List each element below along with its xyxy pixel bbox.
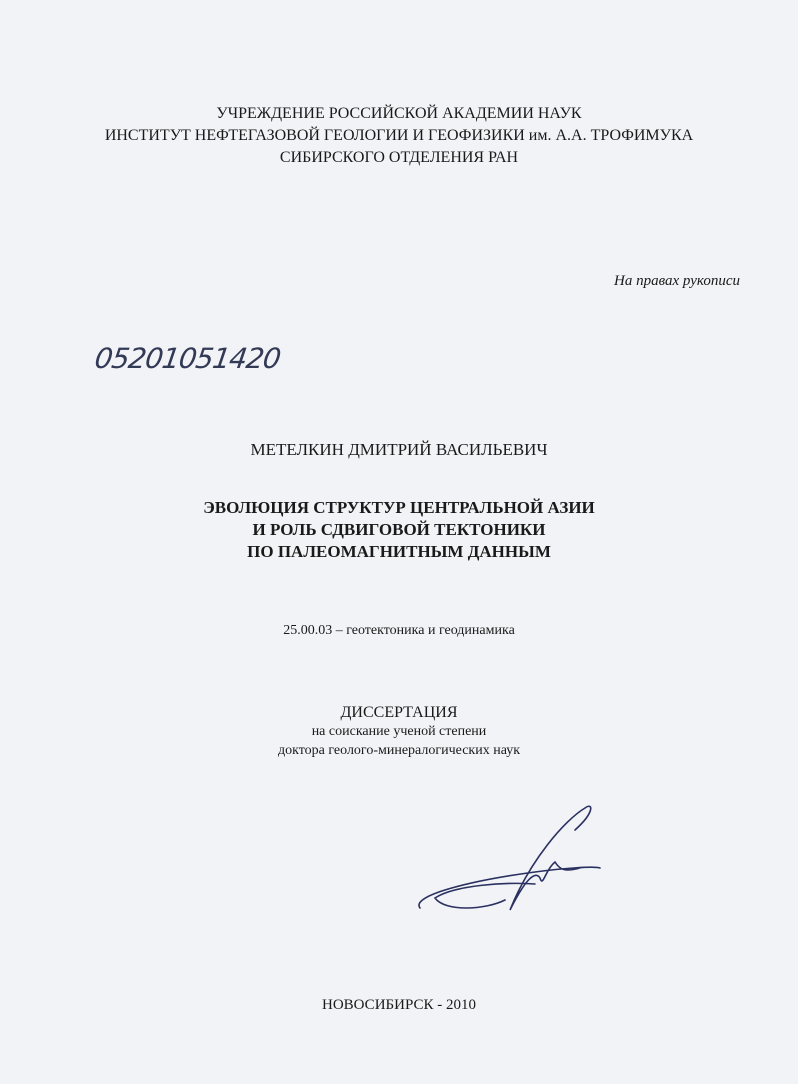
city-year: НОВОСИБИРСК - 2010 <box>322 997 476 1013</box>
dissertation-heading: ДИССЕРТАЦИЯ <box>340 704 458 721</box>
header-line: ИНСТИТУТ НЕФТЕГАЗОВОЙ ГЕОЛОГИИ И ГЕОФИЗИКИ им. А.А. ТРОФИМУКА <box>104 127 694 144</box>
specialty: 25.00.03 – геотектоника и геодинамика <box>283 623 515 638</box>
author-name: МЕТЕЛКИН ДМИТРИЙ ВАСИЛЬЕВИЧ <box>250 440 548 459</box>
dissertation-block <box>0 703 798 760</box>
dissertation-title <box>0 497 798 563</box>
header-line: СИБИРСКОГО ОТДЕЛЕНИЯ РАН <box>279 149 519 166</box>
rights-note: На правах рукописи <box>614 273 740 289</box>
degree-line: доктора геолого-минералогических наук <box>277 743 521 758</box>
title-line: ЭВОЛЮЦИЯ СТРУКТУР ЦЕНТРАЛЬНОЙ АЗИИ <box>203 498 595 517</box>
header-line: УЧРЕЖДЕНИЕ РОССИЙСКОЙ АКАДЕМИИ НАУК <box>216 105 582 122</box>
degree-line: на соискание ученой степени <box>311 724 487 739</box>
institution-header <box>0 103 798 169</box>
handwritten-code: 05201051420 <box>92 342 283 375</box>
signature-icon <box>415 800 615 920</box>
title-line: И РОЛЬ СДВИГОВОЙ ТЕКТОНИКИ <box>252 520 546 539</box>
title-line: ПО ПАЛЕОМАГНИТНЫМ ДАННЫМ <box>247 542 551 561</box>
